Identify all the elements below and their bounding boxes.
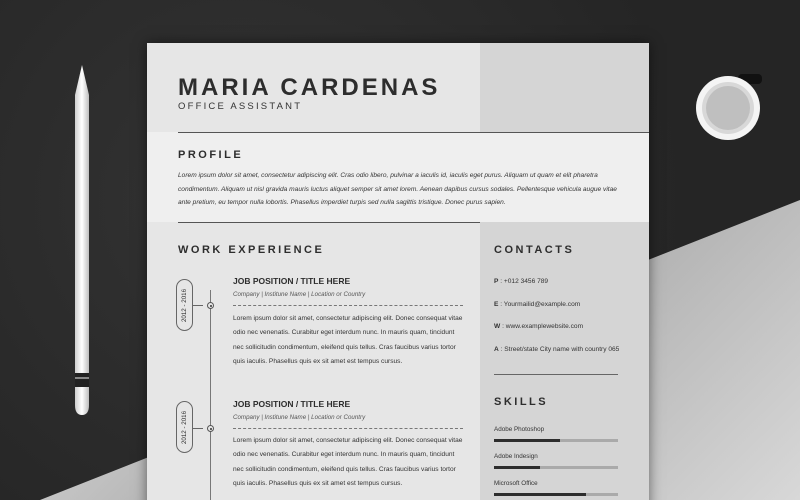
skill-label: Microsoft Office <box>494 480 538 487</box>
skill-bar <box>494 493 618 496</box>
contact-email: E : Yourmailid@example.com <box>494 301 581 308</box>
job-title: JOB POSITION / TITLE HERE <box>233 276 351 286</box>
timeline-dot <box>207 425 214 432</box>
contact-address: A : Street/state City name with country 065 <box>494 346 620 353</box>
header-accent-panel <box>480 43 649 132</box>
profile-title: PROFILE <box>178 149 244 161</box>
timeline-line <box>210 290 211 500</box>
skill-bar-fill <box>494 439 560 442</box>
experience-title: WORK EXPERIENCE <box>178 244 325 256</box>
coffee-mug-icon <box>694 72 764 142</box>
resume-page <box>147 43 649 500</box>
timeline-connector <box>193 305 203 306</box>
divider <box>178 132 649 133</box>
job-divider <box>233 428 463 429</box>
job-subtitle: Company | Institune Name | Location or Country <box>233 291 366 298</box>
resume-name: MARIA CARDENAS <box>178 74 441 101</box>
job-description: Lorem ipsum dolor sit amet, consectetur adipiscing elit. Donec consequat vitae odio nec venenatis. Curabitur eget interdum nunc. In mauris quam, tincidunt nec sollicitudin condimentum, eleifend quis tellus. Cras faucibus varius tortor quis iaculis. Phasellus quis ex sit amet est tempus cursus. <box>233 315 463 365</box>
skill-bar-fill <box>494 466 540 469</box>
job-date-pill <box>176 401 193 453</box>
resume-role: OFFICE ASSISTANT <box>178 101 303 112</box>
skill-bar <box>494 439 618 442</box>
job-dates: 2012 - 2016 <box>181 288 188 322</box>
timeline-connector <box>193 428 203 429</box>
job-dates: 2012 - 2016 <box>181 410 188 444</box>
contact-website: W : www.examplewebsite.com <box>494 323 584 330</box>
divider <box>494 374 618 375</box>
job-title: JOB POSITION / TITLE HERE <box>233 399 351 409</box>
job-description: Lorem ipsum dolor sit amet, consectetur adipiscing elit. Donec consequat vitae odio nec venenatis. Curabitur eget interdum nunc. In mauris quam, tincidunt nec sollicitudin condimentum, eleifend quis tellus. Cras faucibus varius tortor quis iaculis. Phasellus quis ex sit amet est tempus cursus. <box>233 437 463 487</box>
timeline-dot <box>207 302 214 309</box>
pencil-icon <box>68 65 96 417</box>
skill-bar-fill <box>494 493 586 496</box>
skill-label: Adobe Indesign <box>494 453 538 460</box>
job-date-pill <box>176 279 193 331</box>
contact-phone: P : +012 3456 789 <box>494 278 549 285</box>
job-divider <box>233 305 463 306</box>
skills-title: SKILLS <box>494 396 549 408</box>
skill-bar <box>494 466 618 469</box>
job-subtitle: Company | Institune Name | Location or Country <box>233 414 366 421</box>
profile-text: Lorem ipsum dolor sit amet, consectetur adipiscing elit. Cras odio libero, pulvinar a iaculis id, iaculis eget purus. Aliquam ut quam et elit pharetra condimentum. Aliquam ut nisl gravida mauris luctus aliquet semper sit amet lorem. Aenean dapibus cursus sodales. Pellentesque vehicula augue vitae ante pretium, eu tempor nulla lobortis. Phasellus imperdiet turpis sed nulla sagittis tristique. Donec purus sapien. <box>178 172 617 206</box>
contacts-title: CONTACTS <box>494 244 575 256</box>
skill-label: Adobe Photoshop <box>494 426 545 433</box>
